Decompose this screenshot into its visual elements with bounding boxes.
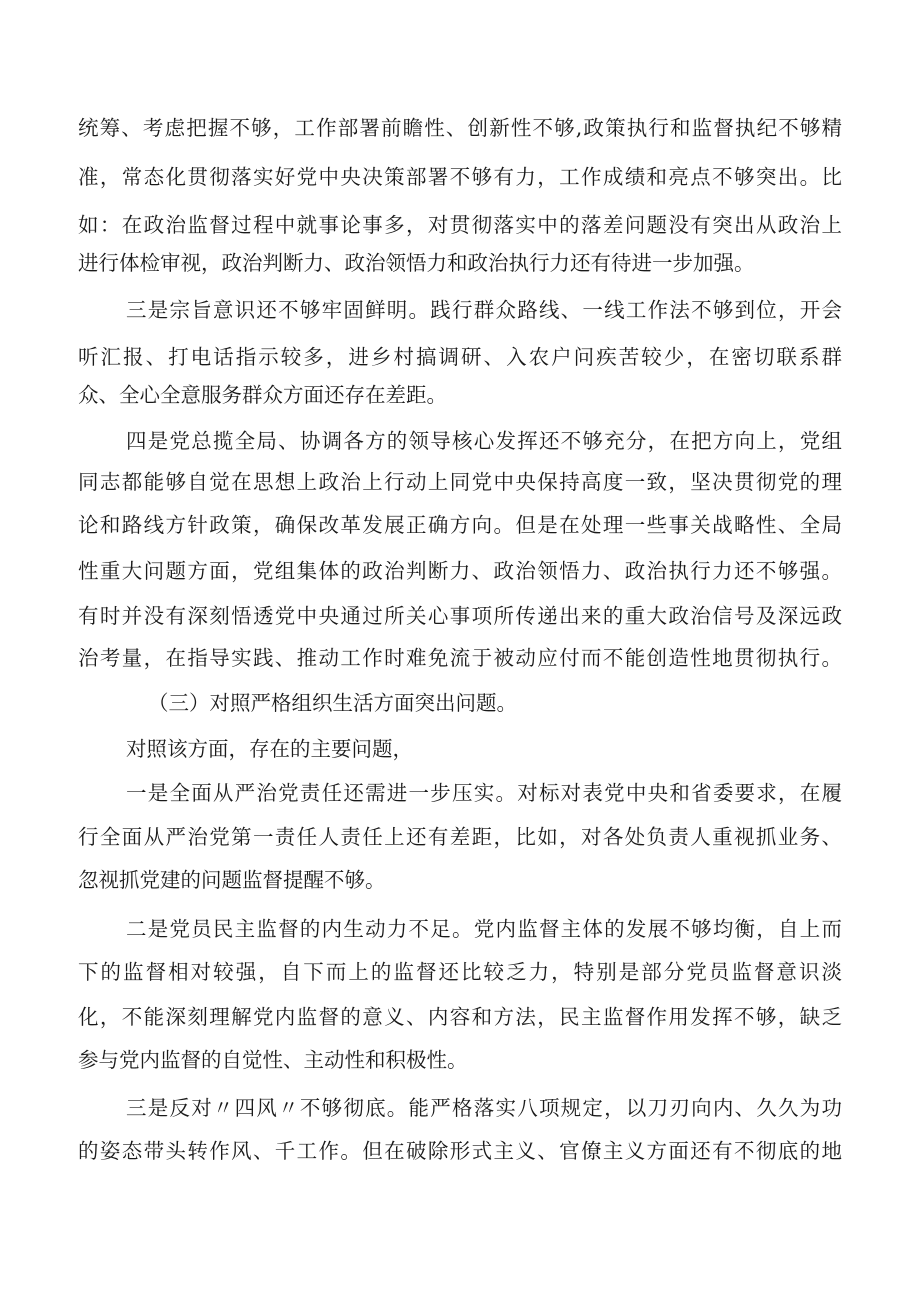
text-line: 治考量，在指导实践、推动工作时难免流于被动应付而不能创造性地贯彻执行。 (78, 646, 842, 670)
text-line: 化，不能深刻理解党内监督的意义、内容和方法，民主监督作用发挥不够，缺乏 (78, 1005, 842, 1029)
text-line: 三是反对〃四风〃不够彻底。能严格落实八项规定，以刀刃向内、久久为功 (126, 1096, 842, 1120)
text-line: 二是党员民主监督的内生动力不足。党内监督主体的发展不够均衡，自上而 (126, 917, 842, 941)
text-line: 如：在政治监督过程中就事论事多，对贯彻落实中的落差问题没有突出从政治上 (78, 213, 842, 237)
text-line: 下的监督相对较强，自下而上的监督还比较乏力，特别是部分党员监督意识淡 (78, 960, 842, 984)
text-line: 准，常态化贯彻落实好党中央决策部署不够有力，工作成绩和亮点不够突出。比 (78, 165, 842, 189)
text-line: 对照该方面，存在的主要问题， (126, 737, 413, 761)
text-line: 行全面从严治党第一责任人责任上还有差距，比如，对各处负责人重视抓业务、 (78, 825, 842, 849)
text-line: 三是宗旨意识还不够牢固鲜明。践行群众路线、一线工作法不够到位，开会 (126, 298, 842, 322)
text-line: 众、全心全意服务群众方面还存在差距。 (78, 383, 447, 407)
section-heading: （三）对照严格组织生活方面突出问题。 (148, 691, 517, 715)
text-line: 听汇报、打电话指示较多，进乡村搞调研、入农户问疾苦较少，在密切联系群 (78, 345, 842, 369)
text-line: 有时并没有深刻悟透党中央通过所关心事项所传递出来的重大政治信号及深远政 (78, 604, 842, 628)
text-line: 的姿态带头转作风、千工作。但在破除形式主义、官僚主义方面还有不彻底的地 (78, 1139, 842, 1163)
text-line: 统筹、考虑把握不够，工作部署前瞻性、创新性不够,政策执行和监督执纪不够精 (78, 116, 842, 140)
text-line: 同志都能够自觉在思想上政治上行动上同党中央保持高度一致，坚决贯彻党的理 (78, 470, 842, 494)
text-line: 进行体检审视，政治判断力、政治领悟力和政治执行力还有待进一步加强。 (78, 251, 755, 275)
text-line: 参与党内监督的自觉性、主动性和积极性。 (78, 1048, 468, 1072)
text-line: 论和路线方针政策，确保改革发展正确方向。但是在处理一些事关战略性、全局 (78, 513, 842, 537)
text-line: 忽视抓党建的问题监督提醒不够。 (78, 868, 386, 892)
text-line: 四是党总揽全局、协调各方的领导核心发挥还不够充分，在把方向上，党组 (126, 429, 842, 453)
text-line: 性重大问题方面，党组集体的政治判断力、政治领悟力、政治执行力还不够强。 (78, 559, 842, 583)
text-line: 一是全面从严治党责任还需进一步压实。对标对表党中央和省委要求，在履 (126, 781, 842, 805)
